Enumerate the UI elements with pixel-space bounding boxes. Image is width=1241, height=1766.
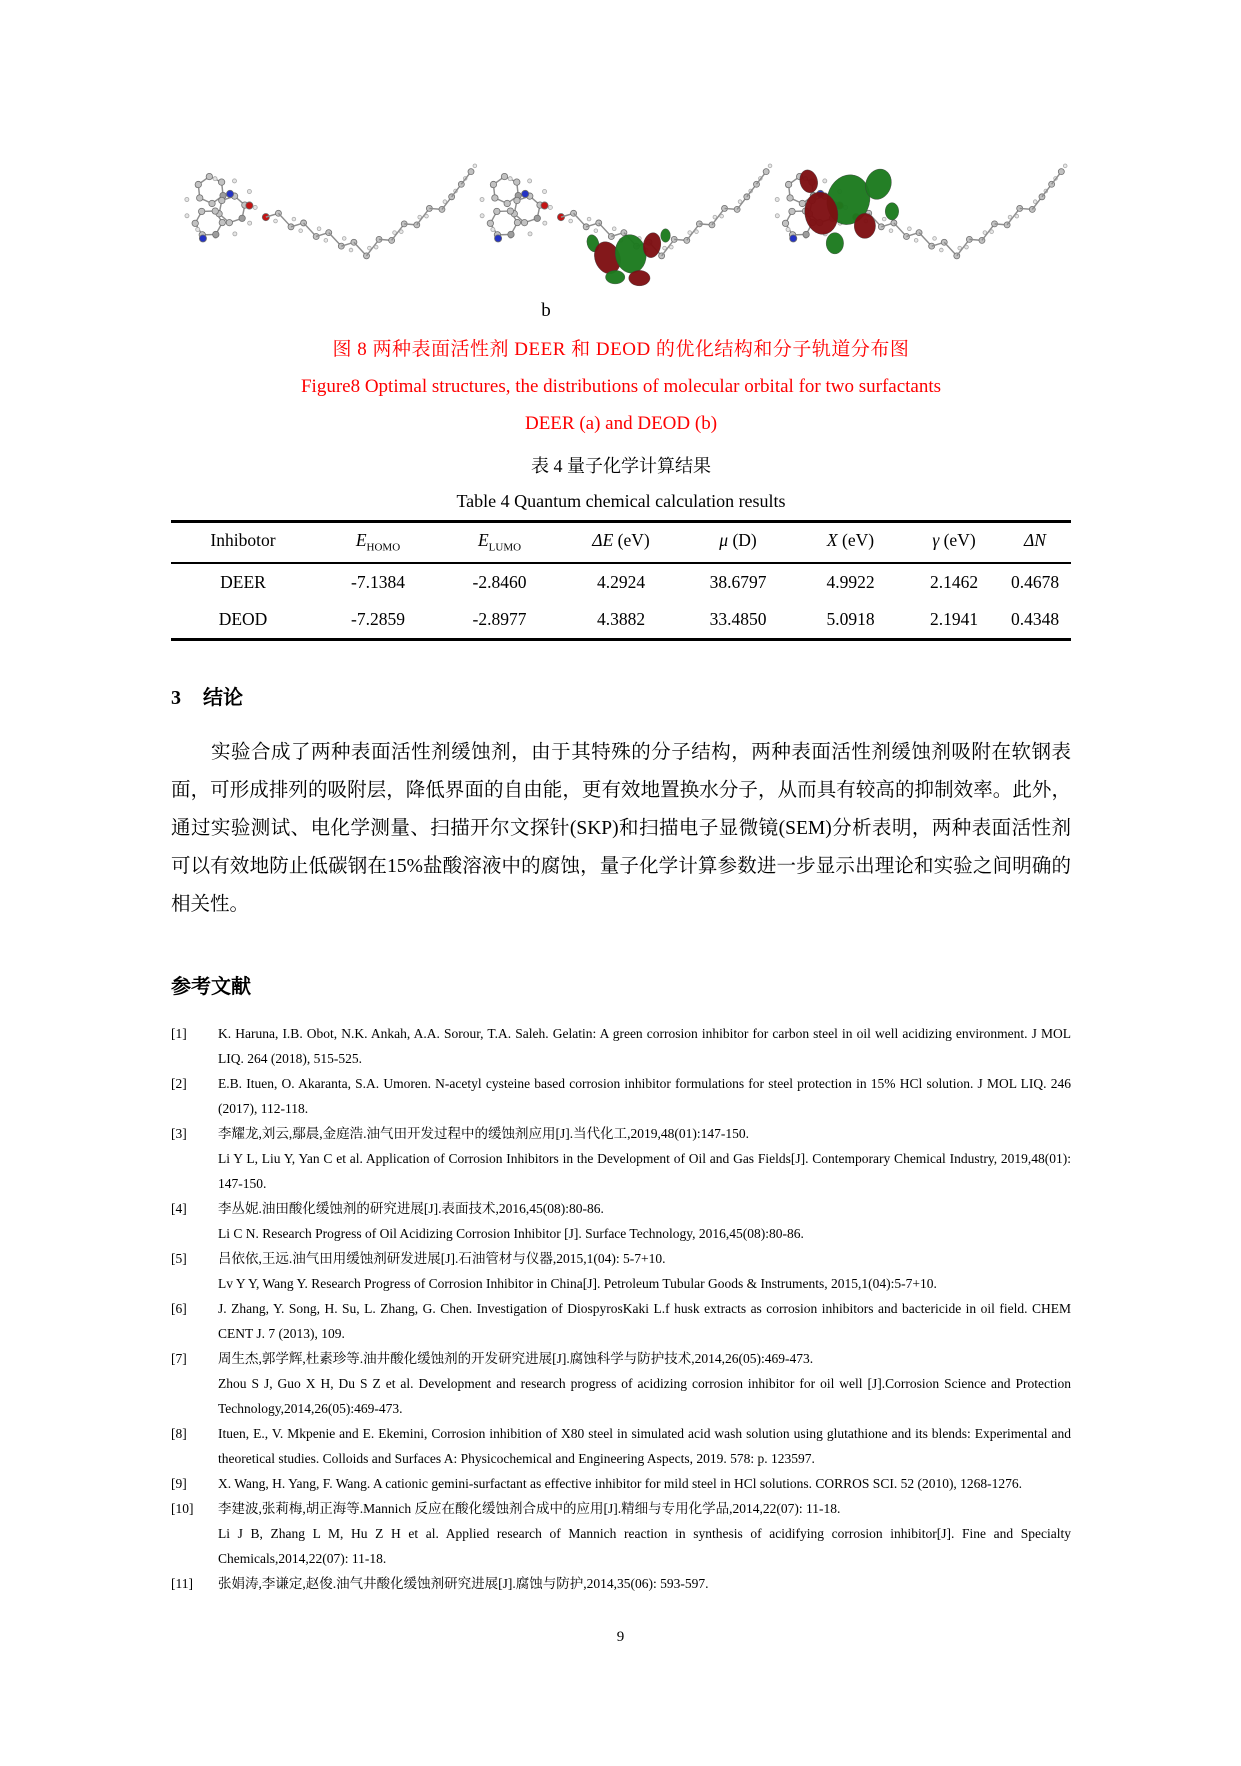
- molecular-structure-image: [171, 142, 1071, 300]
- table-header-cell: ΔN: [999, 522, 1071, 563]
- reference-number: [3]: [171, 1125, 187, 1141]
- reference-text: Li J B, Zhang L M, Hu Z H et al. Applied research of Mannich reaction in synthesis of acidifying corrosion inhibitor[J]. Fine and Specialty Chemicals,2014,22(07): 11-18.: [218, 1525, 1071, 1566]
- reference-item: [171, 1021, 1071, 1071]
- table-cell: 38.6797: [709, 571, 767, 592]
- table-row: [171, 601, 1071, 640]
- conclusion-heading-text: 结论: [203, 686, 243, 709]
- table-cell: -2.8977: [472, 608, 527, 629]
- table-cell: 4.9922: [826, 571, 875, 592]
- table-cell: DEER: [220, 571, 266, 592]
- reference-item: [171, 1196, 1071, 1246]
- reference-body: [218, 1471, 1071, 1496]
- reference-item: [171, 1071, 1071, 1121]
- reference-item: [171, 1471, 1071, 1496]
- figure-caption-zh: 图 8 两种表面活性剂 DEER 和 DEOD 的优化结构和分子轨道分布图: [332, 339, 910, 360]
- table-caption-zh: 表 4 量子化学计算结果: [531, 456, 711, 476]
- reference-text: 吕依依,王远.油气田用缓蚀剂研发进展[J].石油管材与仪器,2015,1(04): 5-7+10.: [218, 1250, 666, 1266]
- reference-body: [218, 1071, 1071, 1121]
- reference-body: [218, 1346, 1071, 1421]
- conclusion-heading-number: 3: [171, 686, 181, 709]
- reference-number: [9]: [171, 1475, 187, 1491]
- reference-item: [171, 1246, 1071, 1296]
- reference-text: X. Wang, H. Yang, F. Wang. A cationic gemini-surfactant as effective inhibitor for mild steel in HCl solutions. CORROS SCI. 52 (2010), 1268-1276.: [218, 1475, 1023, 1491]
- reference-item: [171, 1571, 1071, 1596]
- table-caption-en: Table 4 Quantum chemical calculation results: [456, 491, 786, 511]
- reference-number: [11]: [171, 1575, 193, 1591]
- reference-number: [1]: [171, 1025, 187, 1041]
- figure-caption-en-line2: DEER (a) and DEOD (b): [524, 413, 718, 434]
- references-heading: 参考文献: [171, 975, 251, 998]
- table-header-cell: γ (eV): [909, 522, 999, 563]
- table-cell: 5.0918: [826, 608, 875, 629]
- figure-panel-label: b: [541, 300, 551, 321]
- reference-body: [218, 1021, 1071, 1071]
- reference-text: Lv Y Y, Wang Y. Research Progress of Corrosion Inhibitor in China[J]. Petroleum Tubular Goods & Instruments, 2015,1(04):5-7+10.: [218, 1275, 937, 1291]
- conclusion-heading: [171, 681, 1071, 710]
- reference-text: Li C N. Research Progress of Oil Acidizing Corrosion Inhibitor [J]. Surface Technology, 2016,45(08):80-86.: [218, 1225, 804, 1241]
- reference-number: [7]: [171, 1350, 187, 1366]
- table-header-cell: $E_{HOMO}$: [315, 522, 441, 563]
- reference-text: E.B. Ituen, O. Akaranta, S.A. Umoren. N-acetyl cysteine based corrosion inhibitor formulations for steel protection in 15% HCl solution. J MOL LIQ. 246 (2017), 112-118.: [218, 1075, 1071, 1116]
- table-cell: -7.1384: [351, 571, 405, 592]
- reference-number: [2]: [171, 1075, 187, 1091]
- reference-item: [171, 1121, 1071, 1196]
- quantum-results-table: [171, 520, 1071, 641]
- table-header-cell: ΔE (eV): [558, 522, 684, 563]
- table-header-cell: X (eV): [792, 522, 909, 563]
- table-row: [171, 563, 1071, 601]
- reference-text: Zhou S J, Guo X H, Du S Z et al. Development and research progress of acidizing corrosion inhibitor for oil well [J].Corrosion Science and Protection Technology,2014,26(05):469-473.: [218, 1375, 1071, 1416]
- reference-body: [218, 1246, 1071, 1296]
- table-cell: 4.3882: [596, 608, 646, 629]
- reference-text: 李丛妮.油田酸化缓蚀剂的研究进展[J].表面技术,2016,45(08):80-86.: [218, 1200, 604, 1216]
- reference-number: [5]: [171, 1250, 187, 1266]
- references-list: [171, 1021, 1071, 1596]
- reference-text: 周生杰,郭学辉,杜素珍等.油井酸化缓蚀剂的开发研究进展[J].腐蚀科学与防护技术,2014,26(05):469-473.: [218, 1350, 814, 1366]
- reference-text: J. Zhang, Y. Song, H. Su, L. Zhang, G. Chen. Investigation of DiospyrosKaki L.f husk extracts as corrosion inhibitors and bactericide in oil field. CHEM CENT J. 7 (2013), 109.: [218, 1300, 1071, 1341]
- table-header-row: [171, 522, 1071, 563]
- reference-text: 李建波,张莉梅,胡正海等.Mannich 反应在酸化缓蚀剂合成中的应用[J].精细与专用化学品,2014,22(07): 11-18.: [218, 1500, 841, 1516]
- reference-body: [218, 1421, 1071, 1471]
- reference-body: [218, 1496, 1071, 1571]
- reference-body: [218, 1121, 1071, 1196]
- table-header-cell: μ (D): [684, 522, 792, 563]
- reference-item: [171, 1496, 1071, 1571]
- reference-item: [171, 1296, 1071, 1346]
- conclusion-paragraph: 实验合成了两种表面活性剂缓蚀剂，由于其特殊的分子结构，两种表面活性剂缓蚀剂吸附在软钢表面，可形成排列的吸附层，降低界面的自由能，更有效地置换水分子，从而具有较高的抑制效率。此外，通过实验测试、电化学测量、扫描开尔文探针(SKP)和扫描电子显微镜(SEM)分析表明，两种表面活性剂可以有效地防止低碳钢在15%盐酸溶液中的腐蚀，量子化学计算参数进一步显示出理论和实验之间明确的相关性。: [171, 741, 1071, 915]
- figure-caption-en-line1: Figure8 Optimal structures, the distributions of molecular orbital for two surfactants: [300, 376, 942, 397]
- reference-body: [218, 1196, 1071, 1246]
- reference-number: [10]: [171, 1500, 194, 1516]
- reference-text: 张娟涛,李谦定,赵俊.油气井酸化缓蚀剂研究进展[J].腐蚀与防护,2014,35(06): 593-597.: [218, 1575, 709, 1591]
- table-header-cell: $E_{LUMO}$: [441, 522, 558, 563]
- table-cell: 2.1462: [929, 571, 979, 592]
- reference-text: 李耀龙,刘云,鄢晨,金庭浩.油气田开发过程中的缓蚀剂应用[J].当代化工,2019,48(01):147-150.: [218, 1125, 749, 1141]
- reference-number: [4]: [171, 1200, 187, 1216]
- table-cell: 0.4348: [1010, 608, 1060, 629]
- reference-item: [171, 1421, 1071, 1471]
- table-header-cell: Inhibotor: [171, 522, 315, 563]
- table-cell: 33.4850: [709, 608, 767, 629]
- page-number: 9: [616, 1629, 625, 1645]
- reference-number: [8]: [171, 1425, 187, 1441]
- reference-text: K. Haruna, I.B. Obot, N.K. Ankah, A.A. Sorour, T.A. Saleh. Gelatin: A green corrosion inhibitor for carbon steel in oil well acidizing environment. J MOL LIQ. 264 (2018), 515-525.: [218, 1025, 1071, 1066]
- reference-body: [218, 1296, 1071, 1346]
- table-cell: -7.2859: [351, 608, 405, 629]
- table-cell: 4.2924: [596, 571, 646, 592]
- table-cell: 0.4678: [1010, 571, 1060, 592]
- reference-number: [6]: [171, 1300, 187, 1316]
- reference-body: [218, 1571, 1071, 1596]
- table-cell: -2.8460: [472, 571, 527, 592]
- reference-item: [171, 1346, 1071, 1421]
- reference-text: Ituen, E., V. Mkpenie and E. Ekemini, Corrosion inhibition of X80 steel in simulated acid wash solution using glutathione and its blends: Experimental and theoretical studies. Colloids and Surfaces A: Physicochemical and Engineering Aspects, 2019. 578: p. 123597.: [218, 1425, 1071, 1466]
- table-cell: DEOD: [218, 608, 268, 629]
- reference-text: Li Y L, Liu Y, Yan C et al. Application of Corrosion Inhibitors in the Development of Oil and Gas Fields[J]. Contemporary Chemical Industry, 2019,48(01): 147-150.: [218, 1150, 1071, 1191]
- table-cell: 2.1941: [929, 608, 979, 629]
